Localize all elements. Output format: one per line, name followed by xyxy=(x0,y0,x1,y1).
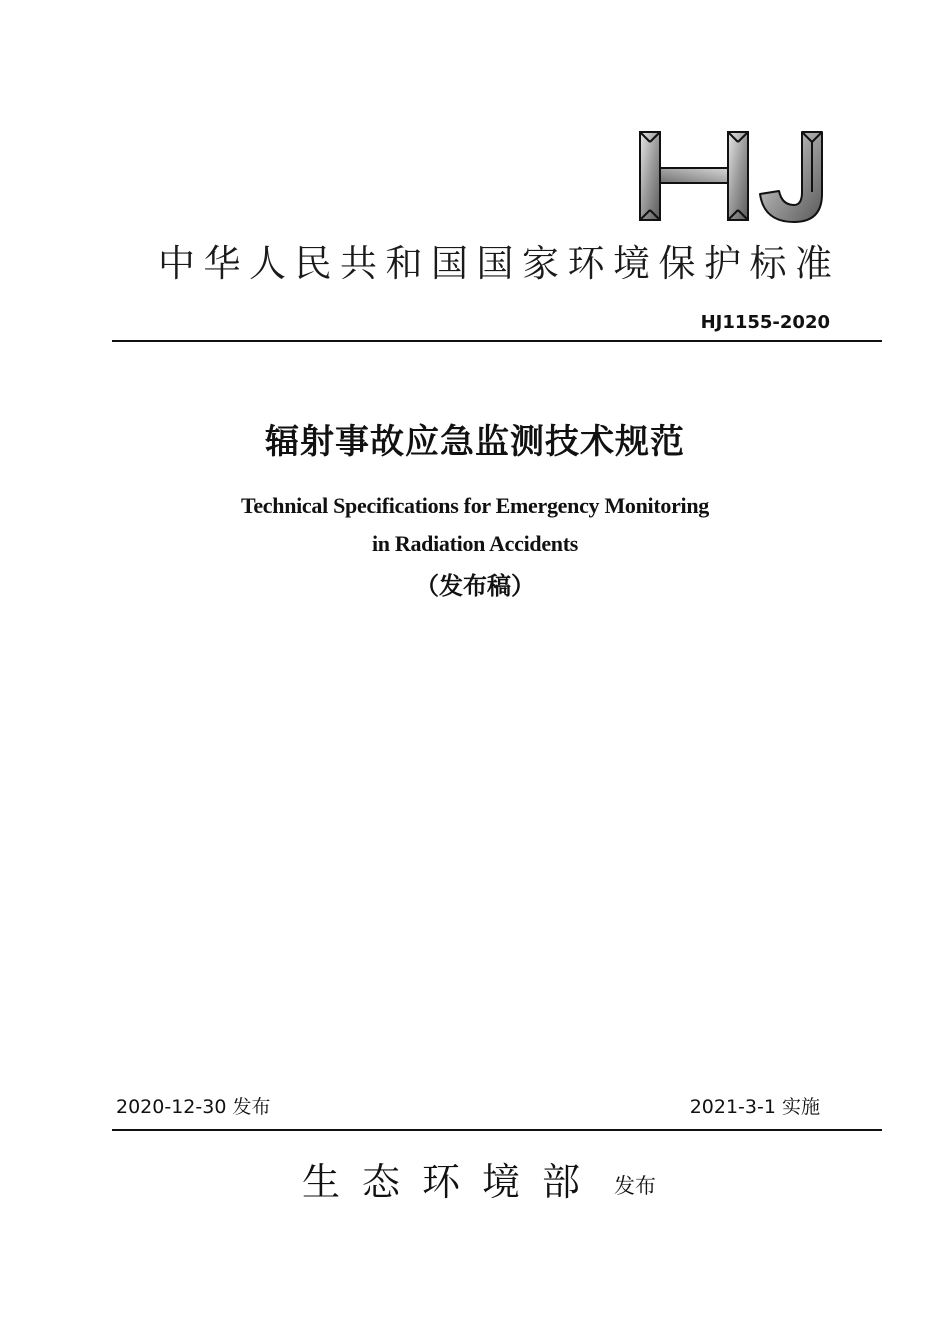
standard-code: HJ1155-2020 xyxy=(700,312,830,333)
publisher-name: 生态环境部 xyxy=(302,1160,603,1204)
draft-status-label: （发布稿） xyxy=(415,572,535,600)
issuing-authority-title: 中华人民共和国国家环境保护标准 xyxy=(158,242,841,285)
document-title-english-line1: Technical Specifications for Emergency Monitoring xyxy=(240,493,710,518)
effective-date: 2021-3-1 实施 xyxy=(689,1096,820,1118)
issued-date: 2020-12-30 发布 xyxy=(116,1096,271,1118)
hj-standard-logo-icon xyxy=(636,128,828,224)
publisher-suffix: 发布 xyxy=(614,1174,656,1198)
top-divider xyxy=(112,340,882,342)
document-title-chinese: 辐射事故应急监测技术规范 xyxy=(265,422,685,462)
document-title-english-line2: in Radiation Accidents xyxy=(371,531,579,556)
bottom-divider xyxy=(112,1129,882,1131)
